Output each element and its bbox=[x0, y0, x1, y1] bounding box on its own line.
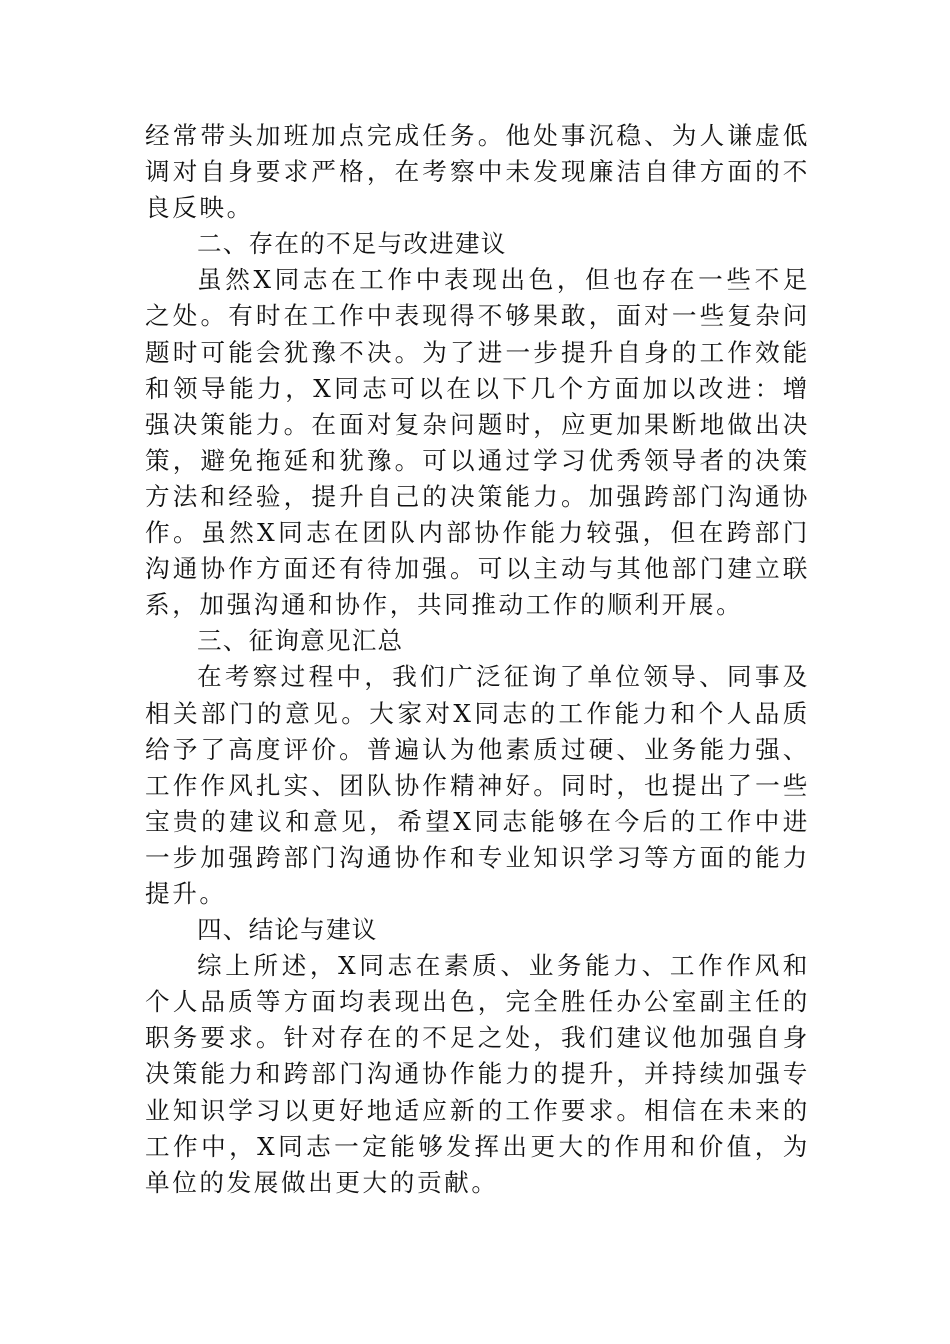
paragraph-opinions: 在考察过程中，我们广泛征询了单位领导、同事及相关部门的意见。大家对X同志的工作能力和个人品质给予了高度评价。普遍认为他素质过硬、业务能力强、工作作风扎实、团队协作精神好。同时，也提出了一些宝贵的建议和意见，希望X同志能够在今后的工作中进一步加强跨部门沟通协作和专业知识学习等方面的能力提升。 bbox=[145, 662, 810, 908]
section-heading-3: 三、征询意见汇总 bbox=[197, 626, 404, 656]
section-heading-4: 四、结论与建议 bbox=[197, 915, 378, 945]
section-heading-2: 二、存在的不足与改进建议 bbox=[197, 229, 507, 259]
paragraph-shortcomings: 虽然X同志在工作中表现出色，但也存在一些不足之处。有时在工作中表现得不够果敢，面对一些复杂问题时可能会犹豫不决。为了进一步提升自身的工作效能和领导能力，X同志可以在以下几个方面加以改进：增强决策能力。在面对复杂问题时，应更加果断地做出决策，避免拖延和犹豫。可以通过学习优秀领导者的决策方法和经验，提升自己的决策能力。加强跨部门沟通协作。虽然X同志在团队内部协作能力较强，但在跨部门沟通协作方面还有待加强。可以主动与其他部门建立联系，加强沟通和协作，共同推动工作的顺利开展。 bbox=[145, 265, 810, 620]
document-body bbox=[145, 118, 810, 1201]
paragraph-continued: 经常带头加班加点完成任务。他处事沉稳、为人谦虚低调对自身要求严格，在考察中未发现廉洁自律方面的不良反映。 bbox=[145, 121, 810, 223]
paragraph-conclusion: 综上所述，X同志在素质、业务能力、工作作风和个人品质等方面均表现出色，完全胜任办公室副主任的职务要求。针对存在的不足之处，我们建议他加强自身决策能力和跨部门沟通协作能力的提升，并持续加强专业知识学习以更好地适应新的工作要求。相信在未来的工作中，X同志一定能够发挥出更大的作用和价值，为单位的发展做出更大的贡献。 bbox=[145, 951, 810, 1197]
